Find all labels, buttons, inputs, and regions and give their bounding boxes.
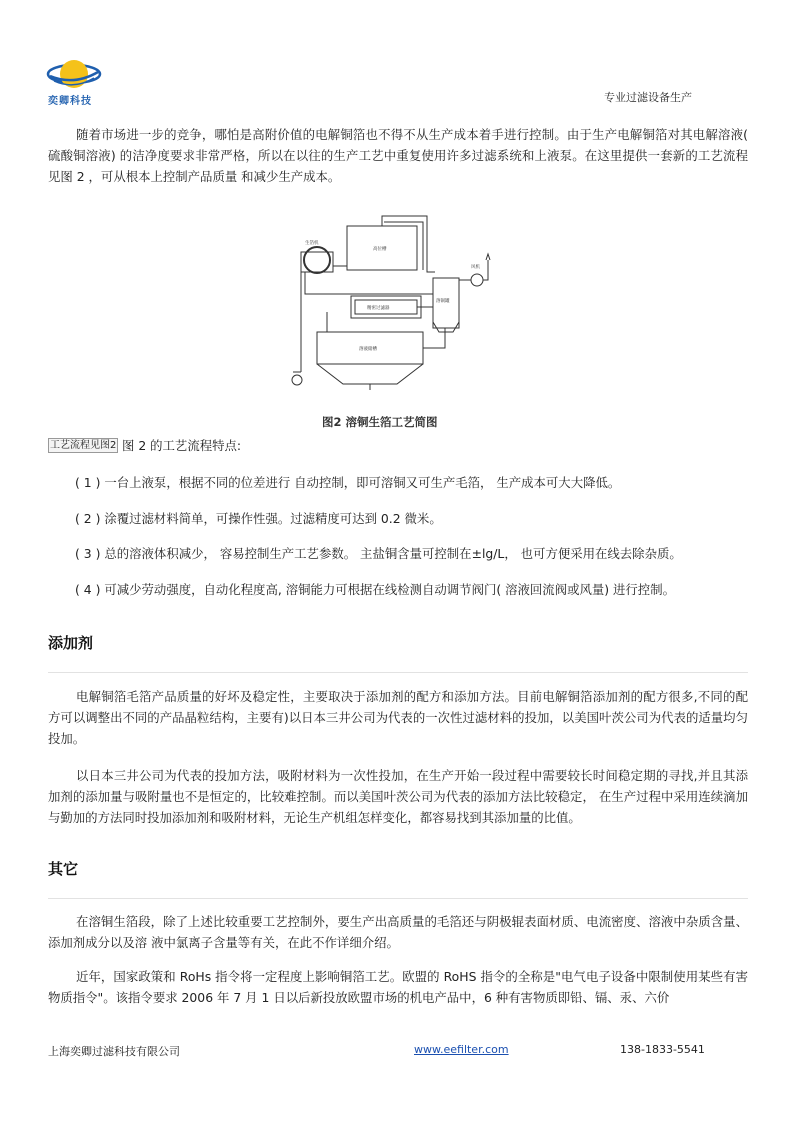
process-flow-diagram (283, 212, 503, 397)
divider (48, 672, 748, 673)
label-machine: 生箔机 (305, 241, 319, 246)
label-bottom: 溶液储槽 (359, 347, 377, 352)
figure-caption: 图2 溶铜生箔工艺简图 (322, 415, 438, 429)
feature-item: ( 2 ) 涂覆过滤材料简单，可操作性强。过滤精度可达到 0.2 微米。 (75, 511, 442, 526)
feature-item: ( 1 ) 一台上液泵，根据不同的位差进行 自动控制，即可溶铜又可生产毛箔， 生产成本可大大降低。 (75, 475, 621, 490)
logo-text: 奕卿科技 (48, 96, 92, 107)
header-slogan: 专业过滤设备生产 (604, 91, 692, 104)
section-heading-additive: 添加剂 (48, 634, 94, 652)
pump-symbol (292, 375, 302, 385)
features-intro: 图 2 的工艺流程特点: (122, 438, 242, 453)
divider (48, 898, 748, 899)
additive-paragraph-1: 电解铜箔毛箔产品质量的好坏及稳定性，主要取决于添加剂的配方和添加方法。目前电解铜箔添加剂的配方很多,不同的配方可以调整出不同的产品晶粒结构，主要有)以日本三井公司为代表的一次性过滤材料的投加，以美国叶茨公司为代表的适量均匀投加。 (48, 689, 748, 746)
label-fan: 风机 (471, 265, 480, 270)
other-paragraph-1: 在溶铜生箔段，除了上述比较重要工艺控制外，要生产出高质量的毛箔还与阴极辊表面材质、电流密度、溶液中杂质含量、添加剂成分以及溶 液中氯离子含量等有关，在此不作详细介绍。 (48, 914, 748, 950)
additive-paragraph-2: 以日本三井公司为代表的投加方法，吸附材料为一次性投加，在生产开始一段过程中需要较长时间稳定期的寻找,并且其添加剂的添加量与吸附量也不是恒定的，比较难控制。而以美国叶茨公司为代表的添加方法比较稳定， 在生产过程中采用连续滴加与勤加的方法同时投加添加剂和吸附材料，无论生产机组怎样变化，都容易找到其添加量的比值。 (48, 768, 748, 825)
label-tank-right: 溶铜罐 (436, 299, 450, 304)
footer-website-link[interactable]: www.eefilter.com (414, 1043, 509, 1056)
intro-paragraph: 随着市场进一步的竞争，哪怕是高附价值的电解铜箔也不得不从生产成本着手进行控制。由于生产电解铜箔对其电解溶液( 硫酸铜溶液) 的洁净度要求非常严格，所以在以往的生产工艺中重复使用许多过滤系统和上液泵。在这里提供一套新的工艺流程见图 2 ，可从根本上控制产品质量 和减少生产成本。 (48, 127, 748, 184)
other-paragraph-2: 近年，国家政策和 RoHs 指令将一定程度上影响铜箔工艺。欧盟的 RoHS 指令的全称是"电气电子设备中限制使用某些有害物质指令"。该指令要求 2006 年 7 月 1 日以后新投放欧盟市场的机电产品中，6 种有害物质即铅、镉、汞、六价 (48, 969, 748, 1005)
feature-item: ( 3 ) 总的溶液体积减少， 容易控制生产工艺参数。 主盐铜含量可控制在±lg/L， 也可方便采用在线去除杂质。 (75, 546, 682, 561)
feature-item: ( 4 ) 可减少劳动强度，自动化程度高, 溶铜能力可根据在线检测自动调节阀门( 溶液回流阀或风量) 进行控制。 (75, 582, 675, 597)
footer-phone: 138-1833-5541 (620, 1043, 705, 1056)
figure-reference-tag: 工艺流程见图2 (50, 440, 117, 451)
label-tank-top: 高位槽 (373, 247, 387, 252)
section-heading-other: 其它 (48, 860, 79, 878)
machine-drum (304, 247, 330, 273)
fan-symbol (471, 274, 483, 286)
footer-company: 上海奕卿过滤科技有限公司 (48, 1045, 180, 1058)
label-filter: 精密过滤器 (367, 306, 390, 311)
